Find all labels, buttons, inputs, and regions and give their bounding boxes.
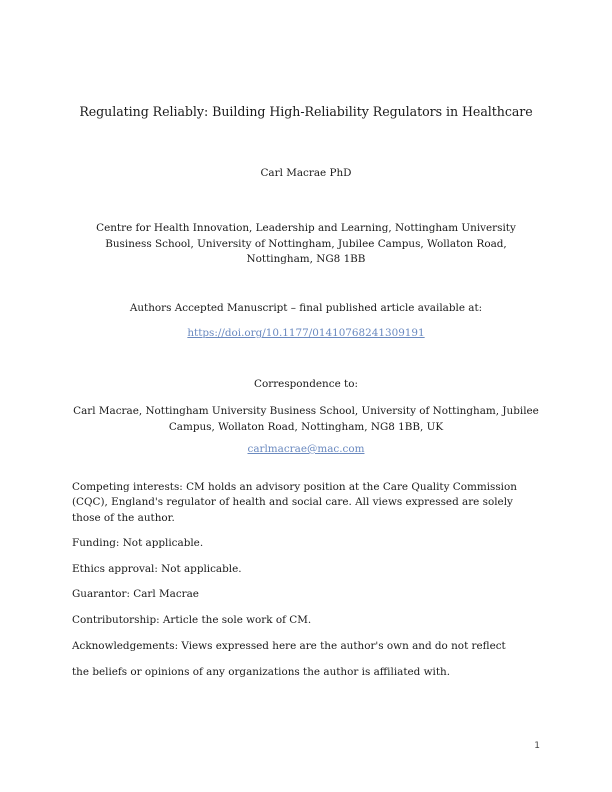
author-affiliation: Centre for Health Innovation, Leadership and Learning, Nottingham University Business School, University of Nottingham, Jubilee Campus, Wollaton Road, Nottingham, NG8 1BB [96, 222, 516, 266]
contributorship-statement: Contributorship: Article the sole work of CM. [72, 614, 312, 626]
correspondence-heading: Correspondence to: [254, 378, 358, 390]
paper-title: Regulating Reliably: Building High-Reliability Regulators in Healthcare [79, 104, 533, 119]
ethics-statement: Ethics approval: Not applicable. [72, 563, 242, 575]
correspondence-address: Carl Macrae, Nottingham University Business School, University of Nottingham, Jubilee Campus, Wollaton Road, Nottingham, NG8 1BB, UK [73, 405, 539, 433]
author-name: Carl Macrae PhD [260, 167, 352, 179]
acknowledgements-line-1: Acknowledgements: Views expressed here are the author's own and do not reflect [72, 640, 506, 652]
email-line [72, 442, 540, 458]
funding-statement: Funding: Not applicable. [72, 537, 204, 549]
guarantor-statement: Guarantor: Carl Macrae [72, 588, 199, 600]
doi-link[interactable]: https://doi.org/10.1177/01410768241309191 [187, 327, 425, 339]
doi-line [72, 326, 540, 342]
page-number: 1 [534, 741, 540, 751]
email-link[interactable]: carlmacrae@mac.com [247, 443, 365, 455]
acknowledgements-line-2: the beliefs or opinions of any organizations the author is affiliated with. [72, 666, 451, 678]
accepted-manuscript-note: Authors Accepted Manuscript – final published article available at: [129, 302, 483, 314]
competing-interests: Competing interests: CM holds an advisory position at the Care Quality Commission (CQC), England's regulator of health and social care. All views expressed are solely those of the author. [72, 481, 517, 524]
